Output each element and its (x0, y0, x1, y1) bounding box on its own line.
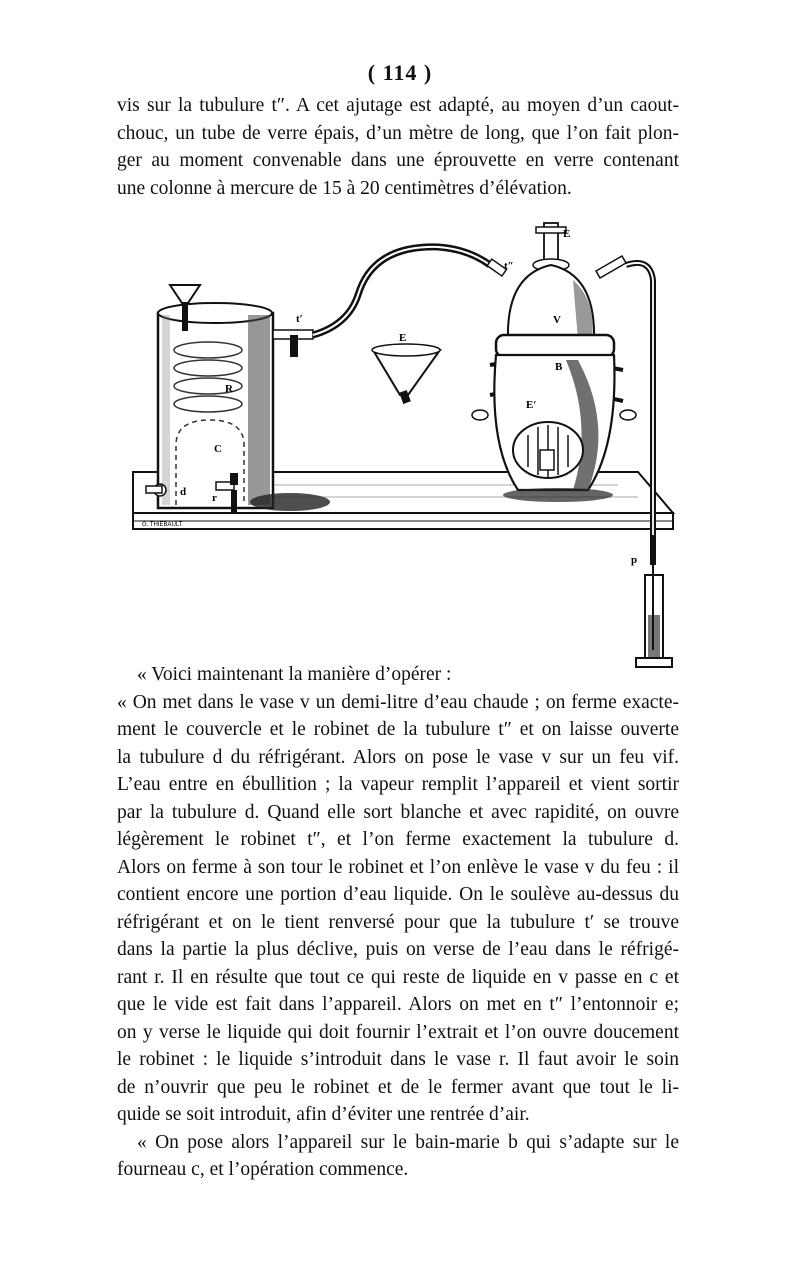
bottom-paragraphs (117, 661, 679, 1184)
label-r-small: r (212, 492, 217, 504)
label-d: d (180, 486, 187, 498)
label-e-funnel: E (399, 332, 407, 344)
text-line: par la tubulure d. Quand elle sort blanche et avec rapidité, on ouvre (117, 801, 679, 823)
text-line: dans la partie la plus déclive, puis on verse de l’eau dans le réfrigé- (117, 939, 679, 960)
top-paragraph (117, 92, 679, 203)
text-line: vis sur la tubulure t″. A cet ajutage est adapté, au moyen d’un caout- (117, 95, 679, 116)
page-number: ( 114 ) (367, 60, 433, 85)
text-line: « On met dans le vase v un demi-litre d’eau chaude ; on ferme exacte- (117, 691, 679, 713)
connecting-tube (273, 247, 506, 357)
label-t-double-prime: t″ (504, 260, 514, 272)
text-line: Alors on ferme à son tour le robinet et l’on enlève le vase v du feu : il (117, 856, 679, 878)
engraver-signature: G. THIEBAULT (142, 522, 183, 528)
text-line: réfrigérant et on le tient renversé pour que la tubulure t′ se trouve (117, 911, 679, 933)
label-v: V (553, 314, 561, 326)
text-line: « On pose alors l’appareil sur le bain-marie b qui s’adapte sur le (137, 1131, 679, 1153)
text-line: on y verse le liquide qui doit fournir l’extrait et l’on ouvre doucement (117, 1021, 679, 1043)
label-t-prime: t′ (296, 313, 303, 325)
apparatus-illustration (118, 205, 678, 675)
text-line: fourneau c, et l’opération commence. (117, 1159, 409, 1180)
text-line: que le vide est fait dans l’appareil. Alors on met en t″ l’entonnoir e; (117, 994, 679, 1015)
text-line: ger au moment convenable dans une éprouvette en verre contenant (117, 150, 679, 172)
text-line: contient encore une portion d’eau liquide. On le soulève au-dessus du (117, 884, 679, 905)
label-e-prime: E′ (526, 399, 537, 411)
text-line: légèrement le robinet t″, et l’on ferme exactement la tubulure d. (117, 829, 679, 850)
text-line: quide se soit introduit, afin d’éviter une rentrée d’air. (117, 1104, 530, 1125)
label-b: B (555, 361, 563, 373)
label-p: p (631, 554, 638, 566)
label-e-top: E (563, 228, 571, 240)
text-line: de n’ouvrir que peu le robinet et de le fermer avant que tout le li- (117, 1076, 679, 1098)
text-line: chouc, un tube de verre épais, d’un mètre de long, que l’on fait plon- (117, 122, 679, 144)
text-line: une colonne à mercure de 15 à 20 centimètres d’élévation. (117, 178, 572, 200)
label-r-coil: R (225, 383, 233, 395)
loose-funnel (372, 344, 440, 404)
text-line: « Voici maintenant la manière d’opérer : (137, 664, 452, 685)
text-line: le robinet : le liquide s’introduit dans le vase r. Il faut avoir le soin (117, 1049, 679, 1070)
mercury-tube (596, 256, 672, 667)
text-line: ment le couvercle et le robinet de la tubulure t″ et on laisse ouverte (117, 719, 679, 740)
text-line: la tubulure d du réfrigérant. Alors on pose le vase v sur un feu vif. (117, 746, 679, 768)
apparatus-engraving (118, 205, 678, 675)
text-line: rant r. Il en résulte que tout ce qui reste de liquide en v passe en c et (117, 966, 679, 988)
text-line: L’eau entre en ébullition ; la vapeur remplit l’appareil et vient sortir (117, 774, 679, 795)
label-c: C (214, 443, 222, 455)
